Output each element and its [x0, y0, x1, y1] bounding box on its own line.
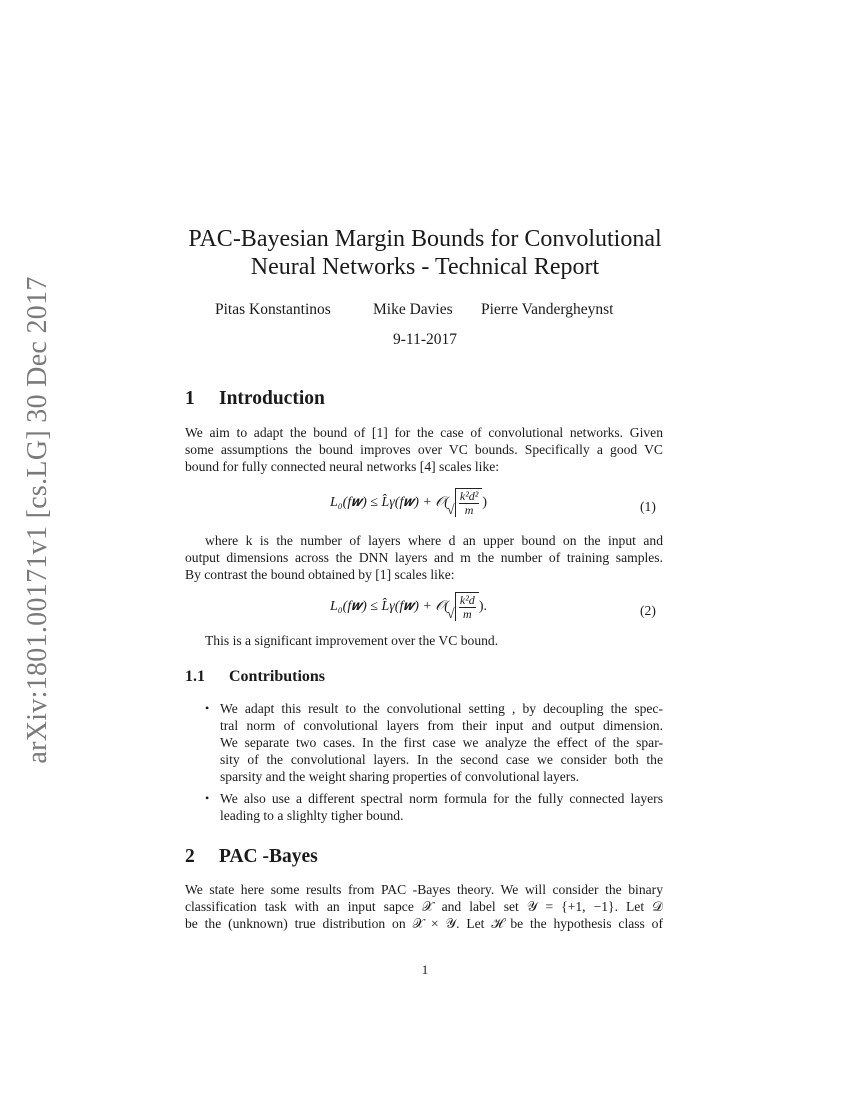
sqrt-fraction: √ k²d m — [455, 592, 479, 621]
equation-close: ). — [478, 598, 487, 614]
text-line: some assumptions the bound improves over VC bounds. Specifically a good VC — [185, 442, 663, 457]
section-1-title: Introduction — [219, 388, 325, 409]
date: 9-11-2017 — [393, 331, 457, 348]
text-line: classification task with an input sapce 𝒳 and label set 𝒴 = {+1, −1}. Let 𝒟 — [185, 899, 663, 914]
text-line: We state here some results from PAC -Bayes theory. We will consider the binary — [185, 882, 663, 897]
author-1: Pitas Konstantinos — [215, 301, 331, 318]
numerator: k²d — [459, 593, 475, 607]
author-3: Pierre Vandergheynst — [481, 301, 614, 318]
bullet-line: We separate two cases. In the first case we analyze the effect of the spar- — [220, 735, 663, 750]
numerator: k²d² — [459, 489, 479, 503]
text-line: be the (unknown) true distribution on 𝒳 × 𝒴. Let ℋ be the hypothesis class of — [185, 916, 663, 931]
text-line: By contrast the bound obtained by [1] scales like: — [185, 567, 455, 582]
equation-2-label: (2) — [640, 603, 656, 618]
section-2-title: PAC -Bayes — [219, 846, 318, 867]
text-line: This is a significant improvement over the VC bound. — [205, 633, 499, 648]
equation-1-label: (1) — [640, 499, 656, 514]
subsection-number: 1.1 — [185, 668, 205, 685]
equation-lhs: L₀(f𝒘) ≤ L̂γ(f𝒘) + 𝒪( — [330, 598, 449, 614]
arxiv-stamp: arXiv:1801.00171v1 [cs.LG] 30 Dec 2017 — [22, 276, 53, 764]
denominator: m — [463, 607, 472, 621]
bullet-line: tral norm of convolutional layers from their input and output dimension. — [220, 718, 663, 733]
text-line: output dimensions across the DNN layers and m the number of training samples. — [185, 550, 663, 565]
equation-1 — [330, 488, 487, 517]
title-line-1: PAC-Bayesian Margin Bounds for Convolutional — [188, 226, 662, 252]
equation-close: ) — [482, 494, 488, 510]
sqrt-fraction: √ k²d² m — [455, 488, 483, 517]
text-line: where k is the number of layers where d an upper bound on the input and — [205, 533, 663, 548]
section-1-number: 1 — [185, 388, 195, 409]
text-line: bound for fully connected neural networks [4] scales like: — [185, 459, 500, 474]
denominator: m — [464, 503, 474, 517]
equation-lhs: L₀(f𝒘) ≤ L̂γ(f𝒘) + 𝒪( — [330, 494, 449, 510]
author-2: Mike Davies — [373, 301, 453, 318]
text-line: We aim to adapt the bound of [1] for the case of convolutional networks. Given — [185, 425, 663, 440]
section-2-number: 2 — [185, 846, 195, 867]
page-number: 1 — [421, 962, 429, 977]
bullet-line: leading to a slighlty tigher bound. — [220, 808, 404, 823]
subsection-title: Contributions — [229, 668, 326, 685]
bullet-line: sparsity and the weight sharing properties of convolutional layers. — [220, 769, 580, 784]
bullet-line: sity of the convolutional layers. In the second case we consider both the — [220, 752, 663, 767]
title-line-2: Neural Networks - Technical Report — [250, 254, 600, 280]
equation-2 — [330, 592, 487, 621]
bullet-icon: • — [205, 701, 210, 715]
bullet-icon: • — [205, 791, 210, 805]
bullet-line: We also use a different spectral norm formula for the fully connected layers — [220, 791, 663, 806]
bullet-line: We adapt this result to the convolutional setting , by decoupling the spec- — [220, 701, 663, 716]
